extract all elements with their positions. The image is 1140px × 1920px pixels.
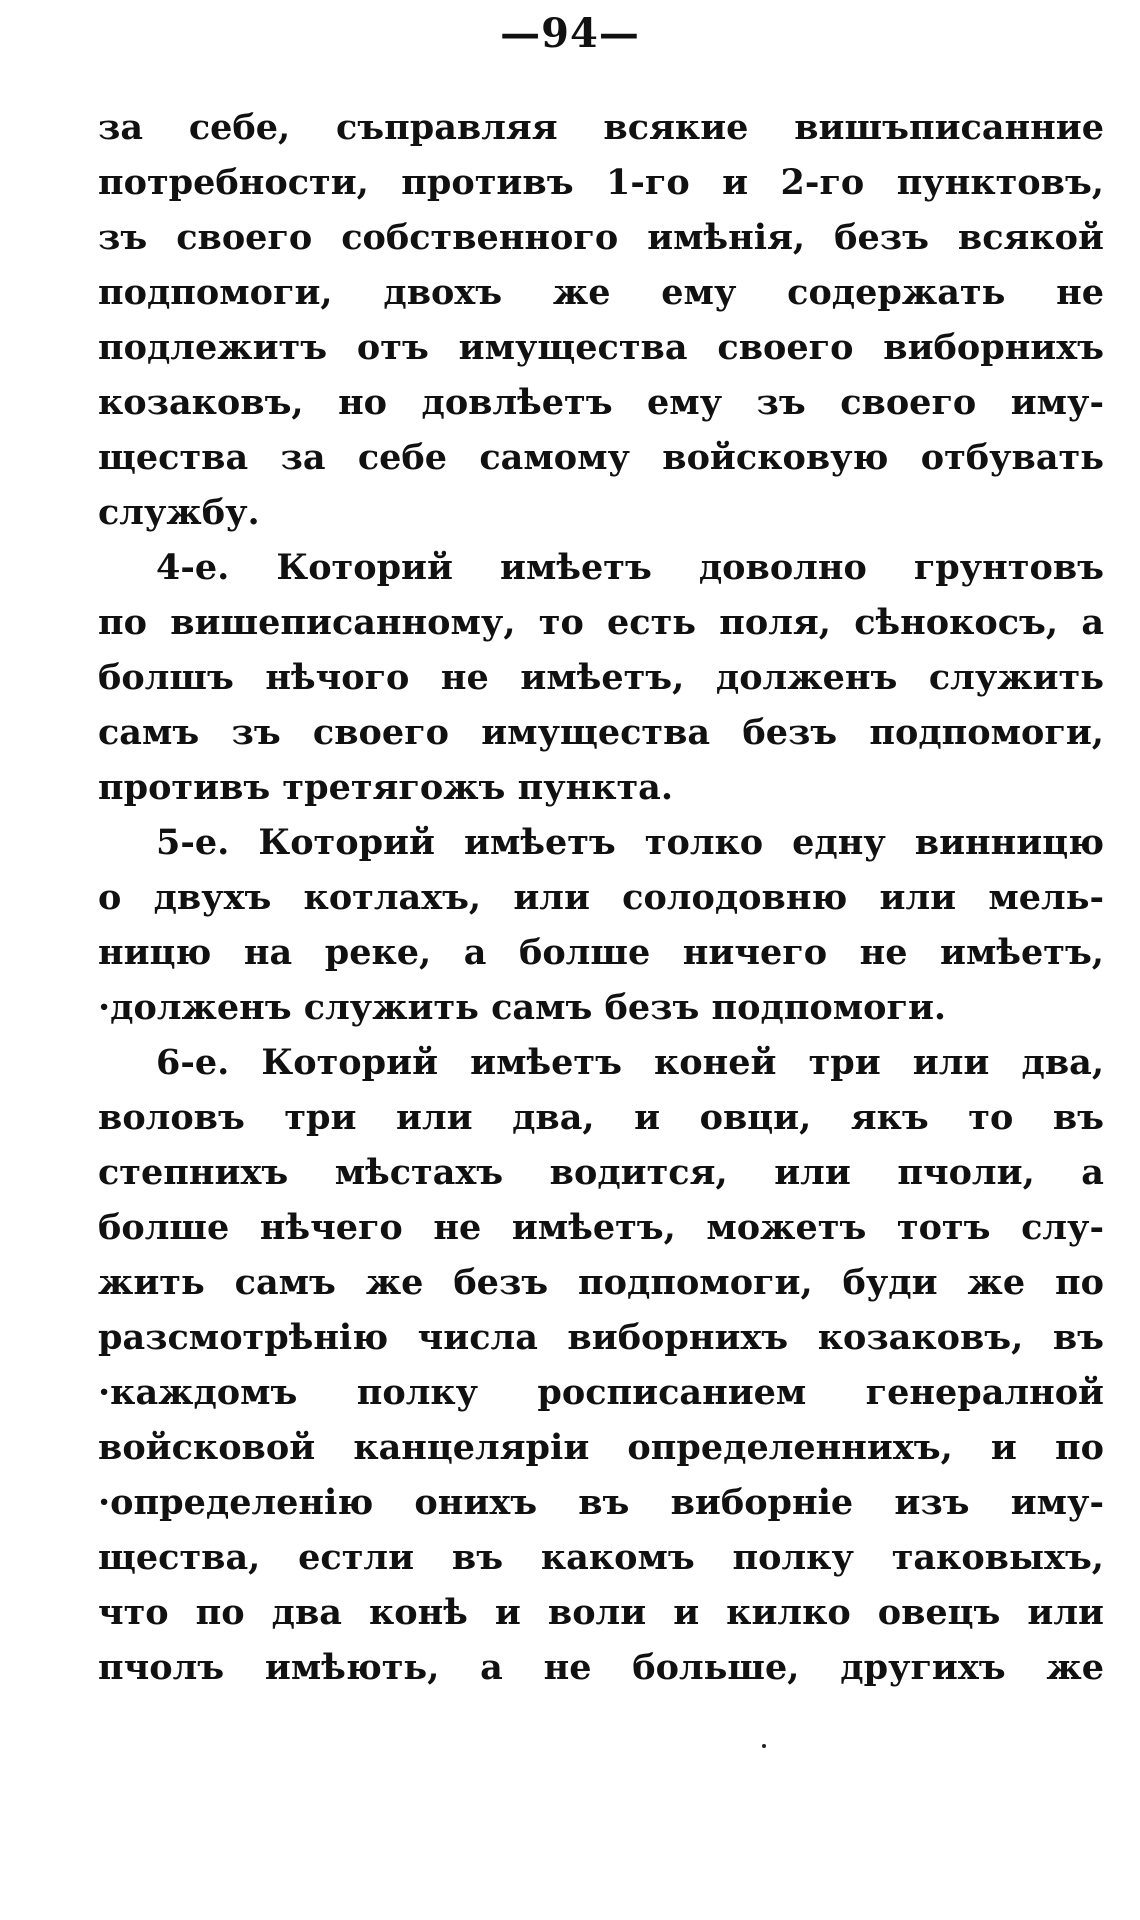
text-line: противъ третягожъ пункта. <box>98 767 674 808</box>
text-line: козаковъ, но довлѣетъ ему зъ своего иму- <box>98 382 1104 423</box>
text-line: щества, естли въ какомъ полку таковыхъ, <box>98 1537 1104 1578</box>
text-line: воловъ три или два, и овци, якъ то въ <box>98 1097 1104 1138</box>
text-line: службу. <box>98 492 260 533</box>
text-line: по вишеписанному, то есть поля, сѣнокосъ, а <box>98 602 1104 643</box>
text-line: потребности, противъ 1-го и 2-го пунктовъ, <box>98 162 1104 203</box>
text-line: ·определенію онихъ въ виборніе изъ иму- <box>98 1482 1104 1523</box>
text-line: что по два конѣ и воли и килко овецъ или <box>98 1592 1104 1633</box>
text-line: войсковой канцеляріи определеннихъ, и по <box>98 1427 1104 1468</box>
text-line: пчолъ имѣють, а не больше, другихъ же <box>98 1647 1104 1688</box>
paragraph-start-line: 5-е. Которий имѣетъ толко едну винницю <box>156 822 1104 863</box>
text-line: ницю на реке, а болше ничего не имѣетъ, <box>98 932 1104 973</box>
text-line: болше нѣчего не имѣетъ, можетъ тотъ слу- <box>98 1207 1104 1248</box>
paragraph-start-line: 4-е. Которий имѣетъ доволно грунтовъ <box>156 547 1104 588</box>
text-line: разсмотрѣнію числа виборнихъ козаковъ, въ <box>98 1317 1104 1358</box>
text-line: самъ зъ своего имущества безъ подпомоги, <box>98 712 1104 753</box>
text-line: подпомоги, двохъ же ему содержать не <box>98 272 1104 313</box>
text-line: болшъ нѣчого не имѣетъ, долженъ служить <box>98 657 1104 698</box>
paragraph-start-line: 6-е. Которий имѣетъ коней три или два, <box>156 1042 1104 1083</box>
body-text <box>98 100 1104 1695</box>
print-speck <box>762 1744 766 1748</box>
text-line: о двухъ котлахъ, или солодовню или мель- <box>98 877 1104 918</box>
text-line: степнихъ мѣстахъ водится, или пчоли, а <box>98 1152 1104 1193</box>
page-number: —94— <box>500 10 640 57</box>
text-line: зъ своего собственного имѣнія, безъ всякой <box>98 217 1104 258</box>
text-line: щества за себе самому войсковую отбувать <box>98 437 1104 478</box>
text-line: ·долженъ служить самъ безъ подпомоги. <box>98 987 947 1028</box>
text-line: подлежитъ отъ имущества своего виборнихъ <box>98 327 1104 368</box>
text-line: ·каждомъ полку росписанием генералной <box>98 1372 1104 1413</box>
text-line: за себе, съправляя всякие вишъписанние <box>98 107 1104 148</box>
text-line: жить самъ же безъ подпомоги, буди же по <box>98 1262 1104 1303</box>
